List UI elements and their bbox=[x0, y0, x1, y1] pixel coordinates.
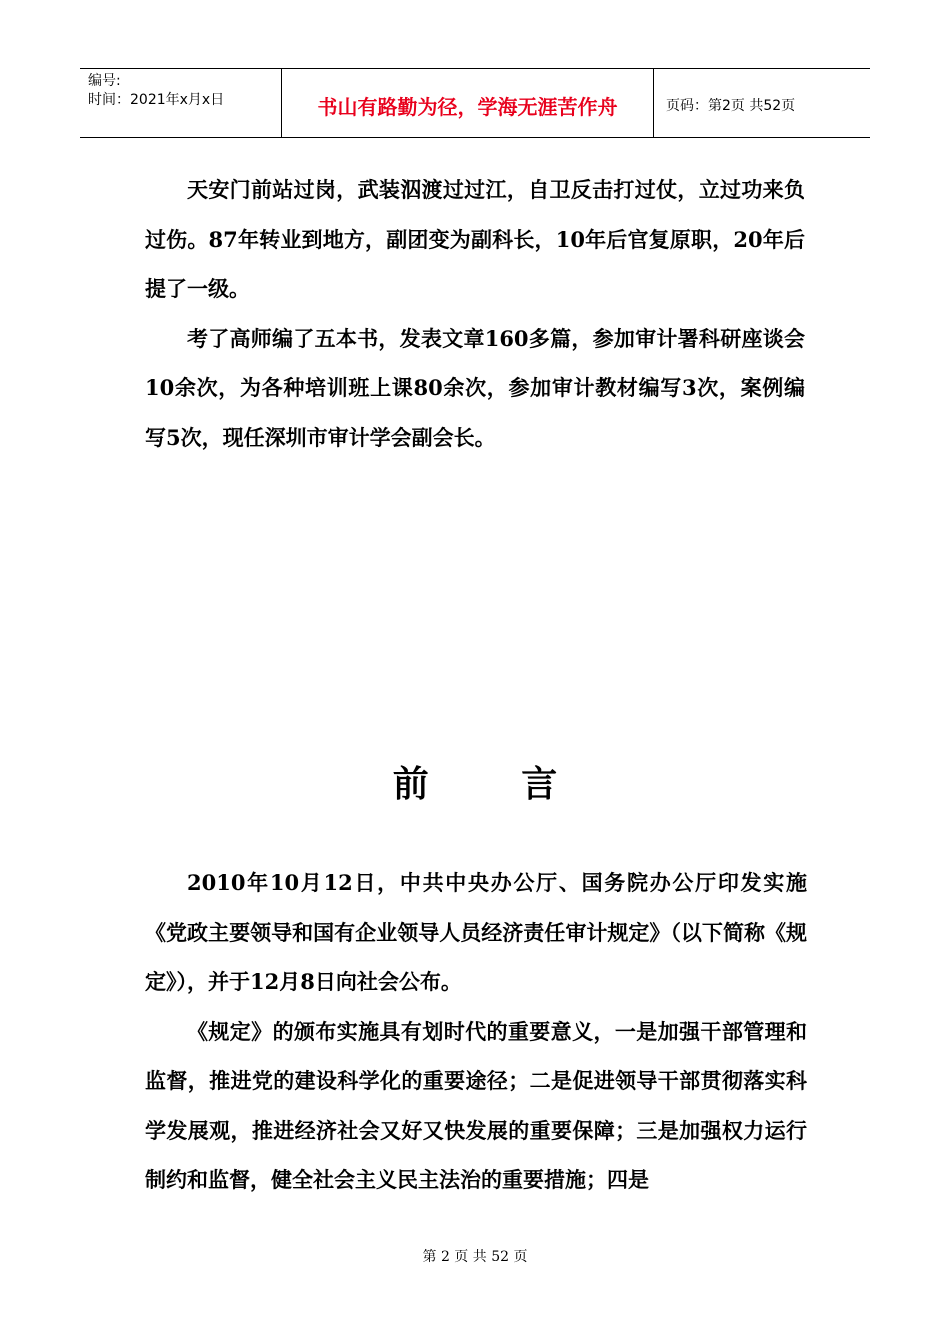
intro-section bbox=[145, 165, 805, 462]
preface-paragraph: 2010年10月12日，中共中央办公厅、国务院办公厅印发实施《党政主要领导和国有企业领导人员经济责任审计规定》（以下简称《规定》），并于12月8日向社会公布。 bbox=[145, 870, 807, 994]
footer-page-number: 第 2 页 共 52 页 bbox=[422, 1249, 528, 1265]
section-title: 前 言 bbox=[392, 763, 598, 805]
header-motto-cell bbox=[282, 69, 654, 137]
header-meta-cell bbox=[80, 69, 282, 137]
header-page-label: 页码：第2页 共52页 bbox=[666, 98, 796, 114]
intro-paragraph: 考了高师编了五本书，发表文章160多篇，参加审计署科研座谈会10余次，为各种培训班上课80余次，参加审计教材编写3次，案例编写5次，现任深圳市审计学会副会长。 bbox=[145, 325, 805, 450]
motto-text: 书山有路勤为径，学海无涯苦作舟 bbox=[317, 94, 618, 119]
time-label: 时间：2021年x月x日 bbox=[88, 92, 225, 108]
intro-paragraph: 天安门前站过岗，武装泅渡过过江，自卫反击打过仗，立过功来负过伤。87年转业到地方，副团变为副科长，10年后官复原职，20年后提了一级。 bbox=[145, 177, 805, 301]
page-header bbox=[80, 68, 870, 138]
preface-paragraph: 《规定》的颁布实施具有划时代的重要意义，一是加强干部管理和监督，推进党的建设科学化的重要途径；二是促进领导干部贯彻落实科学发展观，推进经济社会又好又快发展的重要保障；三是加强权力运行制约和监督，健全社会主义民主法治的重要措施；四是 bbox=[145, 1018, 807, 1192]
preface-section bbox=[145, 858, 807, 1205]
page-footer bbox=[0, 1246, 950, 1266]
header-page-cell bbox=[654, 69, 870, 137]
number-label: 编号: bbox=[88, 73, 121, 89]
